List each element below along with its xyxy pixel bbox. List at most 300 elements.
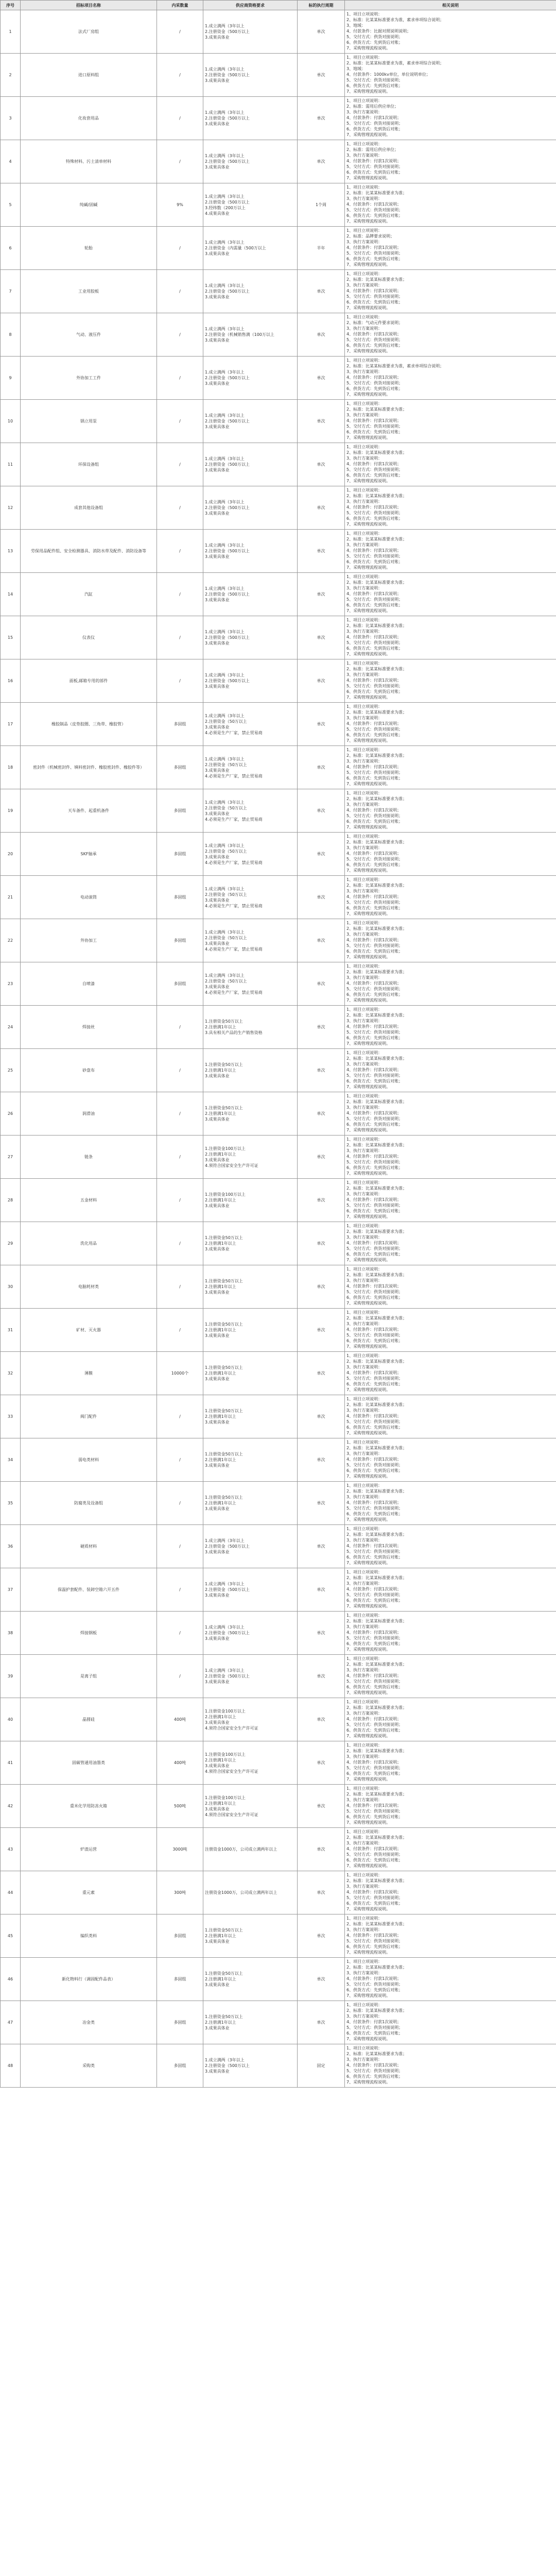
execution-period-cell: 单次 [298,746,345,789]
table-row [1,313,556,357]
execution-period-cell: 单次 [298,1438,345,1482]
project-name-cell: 自喷漆 [21,962,157,1006]
quantity-cell: 9% [157,183,203,227]
row-number-cell: 4 [1,140,21,183]
supplier-requirements-cell: 1.成立满两（3年以上 2.注册资金（50万以上 3.成果具体业 4.必须是生产厂家，禁止贸易商 [203,703,298,746]
notes-cell: 1、项目立项说明： 2、标准：比某某标准要求为准； 3、执行方案说明： 4、付款条件：付款1次说明； 5、交付方式：供货对接说明； 6、供货方式：先到货后对账； 7、采购管理流程说明。 [345,1655,556,1698]
table-row [1,703,556,746]
table-row [1,746,556,789]
quantity-cell: 多固组 [157,2001,203,2044]
row-number-cell: 22 [1,919,21,962]
table-row [1,1482,556,1525]
quantity-cell: 多固组 [157,746,203,789]
project-name-cell: 面板,邮箱专用的部件 [21,659,157,703]
table-row [1,140,556,183]
execution-period-cell: 单次 [298,10,345,54]
notes-cell: 1、项目立项说明： 2、标准：比某某标准要求为准； 3、执行方案说明： 4、付款条件：付款1次说明； 5、交付方式：供货对接说明； 6、供货方式：先到货后对账； 7、采购管理流程说明。 [345,1092,556,1136]
table-row [1,1309,556,1352]
quantity-cell: / [157,1612,203,1655]
project-name-cell: 橡胶制品（皮垫胶圈、三角带、橡胶管） [21,703,157,746]
project-name-cell: 重米化学用防冻火箱 [21,1785,157,1828]
execution-period-cell: 单次 [298,357,345,400]
notes-cell: 1、项目立项说明： 2、标准：比某某标准要求为准； 3、执行方案说明： 4、付款条件：付款1次说明； 5、交付方式：供货对接说明； 6、供货方式：先到货后对账； 7、采购管理流程说明。 [345,1828,556,1871]
execution-period-cell: 单次 [298,270,345,313]
table-row [1,876,556,919]
execution-period-cell: 单次 [298,1309,345,1352]
supplier-requirements-cell: 1.注册资金50万以上 2.注册满1年以上 3.成果具体业 [203,1092,298,1136]
quantity-cell: / [157,1265,203,1309]
notes-cell: 1、项目立项说明： 2、标准：比某某标准要求为准； 3、执行方案说明： 4、付款条件：付款1次说明； 5、交付方式：供货对接说明； 6、供货方式：先到货后对账； 7、采购管理流程说明。 [345,1438,556,1482]
table-row [1,1914,556,1958]
notes-cell: 1、项目立项说明： 2、标准：需用后供应单位； 3、执行方案说明： 4、付款条件：付款1次说明； 5、交付方式：供货对接说明； 6、供货方式：先到货后对账； 7、采购管理流程说明。 [345,97,556,140]
table-row [1,10,556,54]
notes-cell: 1、项目立项说明： 2、标准：品牌要求说明； 3、执行方案说明： 4、付款条件：付款1次说明； 5、交付方式：供货对接说明； 6、供货方式：先到货后对账； 7、采购管理流程说明。 [345,227,556,270]
table-row [1,443,556,486]
supplier-requirements-cell: 注册资金1000万，公司成立满两年以上 [203,1871,298,1914]
quantity-cell: / [157,97,203,140]
notes-cell: 1、项目立项说明： 2、标准：比某某标准要求为准； 3、执行方案说明： 4、付款条件：付款1次说明； 5、交付方式：供货对接说明； 6、供货方式：先到货后对账； 7、采购管理流程说明。 [345,1914,556,1958]
quantity-cell: 多固组 [157,876,203,919]
quantity-cell: / [157,1395,203,1438]
notes-cell: 1、项目立项说明： 2、标准：比某某标准要求为准； 3、执行方案说明： 4、付款条件：付款1次说明； 5、交付方式：供货对接说明； 6、供货方式：先到货后对账； 7、采购管理流程说明。 [345,876,556,919]
row-number-cell: 13 [1,530,21,573]
row-number-cell: 19 [1,789,21,833]
notes-cell: 1、项目立项说明： 2、标准：比某某标准要求为准，素求单项综合说明； 3、地域： 4、付款条件：1000kv单位，单位说明单位； 5、交付方式：供货对接说明； 6、供货方式：先到货后对账； 7、采购管理流程说明。 [345,54,556,97]
notes-cell: 1、项目立项说明： 2、标准：比某某标准要求为准； 3、执行方案说明： 4、付款条件：付款1次说明； 5、交付方式：供货对接说明； 6、供货方式：先到货后对账； 7、采购管理流程说明。 [345,919,556,962]
quantity-cell: / [157,400,203,443]
project-name-cell: 天车备件、起重机备件 [21,789,157,833]
execution-period-cell: 单次 [298,530,345,573]
table-row [1,1828,556,1871]
supplier-requirements-cell: 1.成立满两（3年以上 2.注册资金（500万以上 3.成果具体业 [203,486,298,530]
notes-cell: 1、项目立项说明： 2、标准：比某某标准要求为准； 3、执行方案说明： 4、付款条件：付款1次说明； 5、交付方式：供货对接说明； 6、供货方式：先到货后对账； 7、采购管理流程说明。 [345,1309,556,1352]
project-name-cell: 弱电类材料 [21,1438,157,1482]
supplier-requirements-cell: 1.成立满两（3年以上 2.注册资金（500万以上 3.成果具体业 [203,573,298,616]
execution-period-cell: 单次 [298,1828,345,1871]
project-name-cell: 矿材、灭火器 [21,1309,157,1352]
supplier-requirements-cell: 1.成立满两（3年以上 2.注册资金（500万以上 3.成果具体业 [203,140,298,183]
row-number-cell: 9 [1,357,21,400]
execution-period-cell: 单次 [298,2001,345,2044]
supplier-requirements-cell: 1.成立满两（3年以上 2.注册资金（500万以上 3.成果具体业 [203,400,298,443]
row-number-cell: 34 [1,1438,21,1482]
table-row [1,573,556,616]
execution-period-cell: 单次 [298,1482,345,1525]
quantity-cell: / [157,357,203,400]
notes-cell: 1、项目立项说明： 2、标准：比某某标准要求为准； 3、执行方案说明： 4、付款条件：付款1次说明； 5、交付方式：供货对接说明； 6、供货方式：先到货后对账； 7、采购管理流程说明。 [345,703,556,746]
row-number-cell: 7 [1,270,21,313]
table-row [1,227,556,270]
quantity-cell: / [157,530,203,573]
row-number-cell: 6 [1,227,21,270]
supplier-requirements-cell: 1.注册资金50万以上 2.注册满1年以上 3.成果具体业 [203,2001,298,2044]
project-name-cell: 洗化用品 [21,1222,157,1265]
table-row [1,1092,556,1136]
supplier-requirements-cell: 1.成立满两（3年以上 2.注册资金（50万以上 3.成果具体业 4.必须是生产厂家，禁止贸易商 [203,833,298,876]
execution-period-cell: 单次 [298,1006,345,1049]
table-row [1,1395,556,1438]
quantity-cell: / [157,1482,203,1525]
execution-period-cell: 单次 [298,1612,345,1655]
project-name-cell: 晶圆硅 [21,1698,157,1741]
table-row [1,400,556,443]
quantity-cell: / [157,1049,203,1092]
supplier-requirements-cell: 1.注册资金50万以上 2.注册满1年以上 3.成果具体业 [203,1395,298,1438]
row-number-cell: 21 [1,876,21,919]
project-name-cell: 编织类料 [21,1914,157,1958]
supplier-requirements-cell: 1.成立满两（3年以上 2.注册资金（500万以上 3.成果具体业 [203,10,298,54]
table-row [1,486,556,530]
notes-cell: 1、项目立项说明： 2、标准：比某某标准要求为准； 3、执行方案说明： 4、付款条件：付款1次说明； 5、交付方式：供货对接说明； 6、供货方式：先到货后对账； 7、采购管理流程说明。 [345,2044,556,2088]
supplier-requirements-cell: 1.成立满两（3年以上 2.注册资金（50万以上 3.成果具体业 4.必须是生产厂家，禁止贸易商 [203,789,298,833]
table-row [1,1612,556,1655]
execution-period-cell: 单次 [298,1958,345,2001]
project-name-cell: 轮胎 [21,227,157,270]
notes-cell: 1、项目立项说明： 2、标准：比某某标准要求为准； 3、执行方案说明： 4、付款条件：付款1次说明； 5、交付方式：供货对接说明； 6、供货方式：先到货后对账； 7、采购管理流程说明。 [345,833,556,876]
quantity-cell: / [157,1179,203,1222]
notes-cell: 1、项目立项说明： 2、标准：需用后供应单位； 3、执行方案说明： 4、付款条件：付款1次说明； 5、交付方式：供货对接说明； 6、供货方式：先到货后对账； 7、采购管理流程说明。 [345,140,556,183]
row-number-cell: 3 [1,97,21,140]
row-number-cell: 15 [1,616,21,659]
notes-cell: 1、项目立项说明： 2、标准：比某某标准要求为准，素求单项综合说明； 3、地域： 4、付款条件：比据对照说明说明； 5、交付方式：供货对接说明； 6、供货方式：先到货后对账； 7、采购管理流程说明。 [345,10,556,54]
execution-period-cell: 单次 [298,1136,345,1179]
execution-period-cell: 单次 [298,1785,345,1828]
quantity-cell: / [157,1655,203,1698]
table-row [1,1698,556,1741]
quantity-cell: 400吨 [157,1698,203,1741]
project-name-cell: 薄膜 [21,1352,157,1395]
row-number-cell: 37 [1,1568,21,1612]
execution-period-cell: 1个周 [298,183,345,227]
row-number-cell: 45 [1,1914,21,1958]
supplier-requirements-cell: 1.成立满两（3年以上 2.注册资金（500万以上 3.经纬数（200万以上 4.成果具体业 [203,183,298,227]
notes-cell: 1、项目立项说明： 2、标准：比某某标准要求为准； 3、执行方案说明： 4、付款条件：付款1次说明； 5、交付方式：供货对接说明； 6、供货方式：先到货后对账； 7、采购管理流程说明。 [345,1049,556,1092]
supplier-requirements-cell: 1.注册资金50万以上 2.注册满1年以上 3.成果具体业 [203,1352,298,1395]
row-number-cell: 10 [1,400,21,443]
execution-period-cell: 单次 [298,919,345,962]
table-row [1,1655,556,1698]
supplier-requirements-cell: 1.注册资金100万以上 2.注册满1年以上 3.成果具体业 4.须符合国家安全生产许可证 [203,1136,298,1179]
row-number-cell: 11 [1,443,21,486]
row-number-cell: 20 [1,833,21,876]
supplier-requirements-cell: 1.注册资金50万以上 2.注册满1年以上 3.成果具体业 [203,1049,298,1092]
supplier-requirements-cell: 1.成立满两（3年以上 2.注册资金（50万以上 3.成果具体业 4.必须是生产厂家，禁止贸易商 [203,962,298,1006]
quantity-cell: 多固组 [157,962,203,1006]
notes-cell: 1、项目立项说明： 2、标准：比某某标准要求为准； 3、执行方案说明： 4、付款条件：付款1次说明； 5、交付方式：供货对接说明； 6、供货方式：先到货后对账； 7、采购管理流程说明。 [345,1006,556,1049]
table-row [1,962,556,1006]
notes-cell: 1、项目立项说明： 2、标准：比某某标准要求为准； 3、执行方案说明： 4、付款条件：付款1次说明； 5、交付方式：供货对接说明； 6、供货方式：先到货后对账； 7、采购管理流程说明。 [345,962,556,1006]
notes-cell: 1、项目立项说明： 2、标准：比某某标准要求为准； 3、执行方案说明： 4、付款条件：付款1次说明； 5、交付方式：供货对接说明； 6、供货方式：先到货后对账； 7、采购管理流程说明。 [345,1222,556,1265]
row-number-cell: 40 [1,1698,21,1741]
quantity-cell: / [157,1136,203,1179]
project-name-cell: 气动、液压件 [21,313,157,357]
col-header-project-name: 招标项目名称 [21,1,157,10]
execution-period-cell: 单次 [298,833,345,876]
table-row [1,1438,556,1482]
table-row [1,659,556,703]
execution-period-cell: 单次 [298,400,345,443]
row-number-cell: 14 [1,573,21,616]
notes-cell: 1、项目立项说明： 2、标准：比某某标准要求为准； 3、执行方案说明： 4、付款条件：付款1次说明； 5、交付方式：供货对接说明； 6、供货方式：先到货后对账； 7、采购管理流程说明。 [345,530,556,573]
quantity-cell: 多固组 [157,1914,203,1958]
col-header-supplier-requirements: 供应商资格要求 [203,1,298,10]
table-row [1,2044,556,2088]
project-name-cell: 润滑油 [21,1092,157,1136]
supplier-requirements-cell: 1.成立满两（3年以上 2.注册资金（500万以上 3.成果具体业 [203,659,298,703]
quantity-cell: / [157,616,203,659]
row-number-cell: 30 [1,1265,21,1309]
quantity-cell: 10000个 [157,1352,203,1395]
project-name-cell: 链条 [21,1136,157,1179]
project-name-cell: 环保设备组 [21,443,157,486]
row-number-cell: 16 [1,659,21,703]
notes-cell: 1、项目立项说明： 2、标准：比某某标准要求为准，素求单项综合说明； 3、执行方案说明： 4、付款条件：付款1次说明； 5、交付方式：供货对接说明； 6、供货方式：先到货后对账； 7、采购管理流程说明。 [345,357,556,400]
row-number-cell: 28 [1,1179,21,1222]
quantity-cell: 多固组 [157,919,203,962]
table-row [1,1871,556,1914]
quantity-cell: / [157,1222,203,1265]
quantity-cell: / [157,313,203,357]
project-name-cell: 保温护套配件、装卸空箱六开五件 [21,1568,157,1612]
execution-period-cell: 单次 [298,443,345,486]
project-name-cell: 法式厂房组 [21,10,157,54]
project-name-cell: 阀门配件 [21,1395,157,1438]
quantity-cell: / [157,1568,203,1612]
row-number-cell: 46 [1,1958,21,2001]
table-row [1,54,556,97]
execution-period-cell: 单次 [298,1265,345,1309]
execution-period-cell: 单次 [298,1568,345,1612]
quantity-cell: / [157,486,203,530]
supplier-requirements-cell: 1.成立满两（3年以上 2.注册资金（50万以上 3.成果具体业 4.必须是生产厂家，禁止贸易商 [203,876,298,919]
row-number-cell: 33 [1,1395,21,1438]
quantity-cell: 多固组 [157,789,203,833]
row-number-cell: 5 [1,183,21,227]
quantity-cell: 500吨 [157,1785,203,1828]
notes-cell: 1、项目立项说明： 2、标准：比某某标准要求为准； 3、执行方案说明： 4、付款条件：付款1次说明； 5、交付方式：供货对接说明； 6、供货方式：先到货后对账； 7、采购管理流程说明。 [345,1698,556,1741]
execution-period-cell: 单次 [298,1698,345,1741]
table-row [1,530,556,573]
notes-cell: 1、项目立项说明： 2、标准：比某某标准要求为准； 3、执行方案说明： 4、付款条件：付款1次说明； 5、交付方式：供货对接说明； 6、供货方式：先到货后对账； 7、采购管理流程说明。 [345,659,556,703]
row-number-cell: 35 [1,1482,21,1525]
table-row [1,1049,556,1092]
notes-cell: 1、项目立项说明： 2、标准：比某某标准要求为准； 3、执行方案说明： 4、付款条件：付款1次说明； 5、交付方式：供货对接说明； 6、供货方式：先到货后对账； 7、采购管理流程说明。 [345,1136,556,1179]
supplier-requirements-cell: 1.成立满两（3年以上 2.注册资金（50万以上 3.成果具体业 4.必须是生产厂家，禁止贸易商 [203,746,298,789]
quantity-cell: 400吨 [157,1741,203,1785]
row-number-cell: 38 [1,1612,21,1655]
row-number-cell: 39 [1,1655,21,1698]
notes-cell: 1、项目立项说明： 2、标准：比某某标准要求为准； 3、执行方案说明： 4、付款条件：付款1次说明； 5、交付方式：供货对接说明； 6、供货方式：先到货后对账； 7、采购管理流程说明。 [345,1395,556,1438]
col-header-no: 序号 [1,1,21,10]
project-name-cell: 锅立用泵 [21,400,157,443]
project-name-cell: 采购类 [21,2044,157,2088]
execution-period-cell: 单次 [298,140,345,183]
row-number-cell: 48 [1,2044,21,2088]
table-body [1,10,556,2088]
quantity-cell: 300吨 [157,1871,203,1914]
table-row [1,2001,556,2044]
supplier-requirements-cell: 1.注册资金100万以上 2.注册满1年以上 3.成果具体业 4.须符合国家安全生产许可证 [203,1698,298,1741]
project-name-cell: 纯碱/固碱 [21,183,157,227]
execution-period-cell: 单次 [298,659,345,703]
notes-cell: 1、项目立项说明： 2、标准：比某某标准要求为准； 3、执行方案说明： 4、付款条件：付款1次说明； 5、交付方式：供货对接说明； 6、供货方式：先到货后对账； 7、采购管理流程说明。 [345,400,556,443]
quantity-cell: / [157,1525,203,1568]
supplier-requirements-cell: 1.成立满两（3年以上 2.注册资金（500万以上 3.成果具体业 [203,1525,298,1568]
quantity-cell: / [157,54,203,97]
table-row [1,183,556,227]
supplier-requirements-cell: 1.成立满两（3年以上 2.注册资金（500万以上 3.成果具体业 [203,1655,298,1698]
row-number-cell: 26 [1,1092,21,1136]
project-name-cell: 炉渣运营 [21,1828,157,1871]
execution-period-cell: 单次 [298,616,345,659]
notes-cell: 1、项目立项说明： 2、标准：比某某标准要求为准； 3、执行方案说明： 4、付款条件：付款1次说明； 5、交付方式：供货对接说明； 6、供货方式：先到货后对账； 7、采购管理流程说明。 [345,1265,556,1309]
project-name-cell: 重元素 [21,1871,157,1914]
supplier-requirements-cell: 1.成立满两（3年以上 2.注册资金（500万以上 3.成果具体业 [203,357,298,400]
row-number-cell: 43 [1,1828,21,1871]
col-header-notes: 相关说明 [345,1,556,10]
supplier-requirements-cell: 1.注册资金50万以上 2.注册满1年以上 3.成果具体业 [203,1438,298,1482]
table-row [1,1568,556,1612]
project-name-cell: 外协加工工件 [21,357,157,400]
project-name-cell: 新化物料行（调固配件品表） [21,1958,157,2001]
execution-period-cell: 单次 [298,789,345,833]
notes-cell: 1、项目立项说明： 2、标准：比某某标准要求为准； 3、执行方案说明： 4、付款条件：付款1次说明； 5、交付方式：供货对接说明； 6、供货方式：先到货后对账； 7、采购管理流程说明。 [345,1482,556,1525]
project-name-cell: 成套其他设备组 [21,486,157,530]
table-row [1,1741,556,1785]
supplier-requirements-cell: 1.注册资金50万以上 2.注册满1年以上 3.具有相关产品的生产销售资格 [203,1006,298,1049]
project-name-cell: 外协加工 [21,919,157,962]
quantity-cell: / [157,1092,203,1136]
supplier-requirements-cell: 1.成立满两（3年以上 2.注册资金（50万以上 3.成果具体业 4.必须是生产厂家，禁止贸易商 [203,919,298,962]
supplier-requirements-cell: 1.注册资金100万以上 2.注册满1年以上 3.成果具体业 4.须符合国家安全生产许可证 [203,1785,298,1828]
quantity-cell: / [157,573,203,616]
project-name-cell: SKF轴承 [21,833,157,876]
table-row [1,1006,556,1049]
table-row [1,1525,556,1568]
supplier-requirements-cell: 1.成立满两（3年以上 2.注册资金（500万以上 3.成果具体业 [203,1612,298,1655]
notes-cell: 1、项目立项说明： 2、标准：比某某标准要求为准； 3、执行方案说明： 4、付款条件：付款1次说明； 5、交付方式：供货对接说明； 6、供货方式：先到货后对账； 7、采购管理流程说明。 [345,1741,556,1785]
table-row [1,1352,556,1395]
execution-period-cell: 单次 [298,1655,345,1698]
project-name-cell: 焊接钢板 [21,1612,157,1655]
supplier-requirements-cell: 1.成立满两（3年以上 2.注册资金（500万以上 3.成果具体业 [203,530,298,573]
quantity-cell: / [157,1006,203,1049]
project-name-cell: 电脑耗材类 [21,1265,157,1309]
project-name-cell: 工业用胶板 [21,270,157,313]
project-name-cell: 仪表仪 [21,616,157,659]
quantity-cell: 多固组 [157,703,203,746]
notes-cell: 1、项目立项说明： 2、标准：比某某标准要求为准； 3、执行方案说明： 4、付款条件：付款1次说明； 5、交付方式：供货对接说明； 6、供货方式：先到货后对账； 7、采购管理流程说明。 [345,183,556,227]
notes-cell: 1、项目立项说明： 2、标准：比某某标准要求为准； 3、执行方案说明： 4、付款条件：付款1次说明； 5、交付方式：供货对接说明； 6、供货方式：先到货后对账； 7、采购管理流程说明。 [345,1958,556,2001]
supplier-requirements-cell: 1.注册资金50万以上 2.注册满1年以上 3.成果具体业 [203,1265,298,1309]
supplier-requirements-cell: 1.成立满两（3年以上 2.注册资金（500万以上 3.成果具体业 [203,1568,298,1612]
table-row [1,789,556,833]
table-row [1,1958,556,2001]
execution-period-cell: 单次 [298,486,345,530]
supplier-requirements-cell: 1.成立满两（3年以上 2.注册资金（500万以上 3.成果具体业 [203,616,298,659]
notes-cell: 1、项目立项说明： 2、标准：比某某标准要求为准； 3、执行方案说明： 4、付款条件：付款1次说明； 5、交付方式：供货对接说明； 6、供货方式：先到货后对账； 7、采购管理流程说明。 [345,1568,556,1612]
notes-cell: 1、项目立项说明： 2、标准：比某某标准要求为准； 3、执行方案说明： 4、付款条件：付款1次说明； 5、交付方式：供货对接说明； 6、供货方式：先到货后对账； 7、采购管理流程说明。 [345,746,556,789]
execution-period-cell: 半年 [298,227,345,270]
execution-period-cell: 单次 [298,1352,345,1395]
table-row [1,833,556,876]
quantity-cell: / [157,1309,203,1352]
quantity-cell: / [157,270,203,313]
supplier-requirements-cell: 1.注册资金50万以上 2.注册满1年以上 3.成果具体业 [203,1222,298,1265]
project-name-cell: 防腐类及设备组 [21,1482,157,1525]
execution-period-cell: 固定 [298,2044,345,2088]
execution-period-cell: 单次 [298,962,345,1006]
notes-cell: 1、项目立项说明： 2、标准：比某某标准要求为准； 3、执行方案说明： 4、付款条件：付款1次说明； 5、交付方式：供货对接说明； 6、供货方式：先到货后对账； 7、采购管理流程说明。 [345,616,556,659]
notes-cell: 1、项目立项说明： 2、标准：比某某标准要求为准； 3、执行方案说明： 4、付款条件：付款1次说明； 5、交付方式：供货对接说明； 6、供货方式：先到货后对账； 7、采购管理流程说明。 [345,1612,556,1655]
notes-cell: 1、项目立项说明： 2、标准：比某某标准要求为准； 3、执行方案说明： 4、付款条件：付款1次说明； 5、交付方式：供货对接说明； 6、供货方式：先到货后对账； 7、采购管理流程说明。 [345,1785,556,1828]
execution-period-cell: 单次 [298,54,345,97]
notes-cell: 1、项目立项说明： 2、标准：气动元件要求说明； 3、执行方案说明： 4、付款条件：付款1次说明； 5、交付方式：供货对接说明； 6、供货方式：先到货后对账； 7、采购管理流程说明。 [345,313,556,357]
project-name-cell: 密封件（机械密封件、填料密封件、橡胶密封件、橡胶件等） [21,746,157,789]
supplier-requirements-cell: 1.注册资金50万以上 2.注册满1年以上 3.成果具体业 [203,1914,298,1958]
notes-cell: 1、项目立项说明： 2、标准：比某某标准要求为准； 3、执行方案说明： 4、付款条件：付款1次说明； 5、交付方式：供货对接说明； 6、供货方式：先到货后对账； 7、采购管理流程说明。 [345,1179,556,1222]
quantity-cell: 3000吨 [157,1828,203,1871]
table-row [1,1179,556,1222]
execution-period-cell: 单次 [298,1179,345,1222]
project-name-cell: 固碳管通用油墨类 [21,1741,157,1785]
project-name-cell: 进口原料组 [21,54,157,97]
notes-cell: 1、项目立项说明： 2、标准：比某某标准要求为准； 3、执行方案说明： 4、付款条件：付款1次说明； 5、交付方式：供货对接说明； 6、供货方式：先到货后对账； 7、采购管理流程说明。 [345,1871,556,1914]
project-name-cell: 是离子组 [21,1655,157,1698]
execution-period-cell: 单次 [298,1092,345,1136]
supplier-requirements-cell: 注册资金1000万，公司成立满两年以上 [203,1828,298,1871]
notes-cell: 1、项目立项说明： 2、标准：比某某标准要求为准； 3、执行方案说明： 4、付款条件：付款1次说明； 5、交付方式：供货对接说明； 6、供货方式：先到货后对账； 7、采购管理流程说明。 [345,1352,556,1395]
col-header-period: 标的执行周期 [298,1,345,10]
table-row [1,1265,556,1309]
row-number-cell: 8 [1,313,21,357]
quantity-cell: / [157,443,203,486]
execution-period-cell: 单次 [298,1222,345,1265]
table-row [1,919,556,962]
execution-period-cell: 单次 [298,573,345,616]
quantity-cell: 多固组 [157,2044,203,2088]
row-number-cell: 36 [1,1525,21,1568]
supplier-requirements-cell: 1.成立满两（3年以上 2.注册资金（500万以上 3.成果具体业 [203,97,298,140]
table-header-row [1,1,556,10]
supplier-requirements-cell: 1.成立满两（3年以上 2.注册资金（500万以上 3.成果具体业 [203,270,298,313]
execution-period-cell: 单次 [298,703,345,746]
row-number-cell: 17 [1,703,21,746]
row-number-cell: 47 [1,2001,21,2044]
project-name-cell: 硬质材料 [21,1525,157,1568]
notes-cell: 1、项目立项说明： 2、标准：比某某标准要求为准； 3、执行方案说明： 4、付款条件：付款1次说明； 5、交付方式：供货对接说明； 6、供货方式：先到货后对账； 7、采购管理流程说明。 [345,573,556,616]
row-number-cell: 24 [1,1006,21,1049]
quantity-cell: / [157,227,203,270]
execution-period-cell: 单次 [298,1741,345,1785]
project-name-cell: 砂盘布 [21,1049,157,1092]
quantity-cell: 多固组 [157,1958,203,2001]
quantity-cell: 多固组 [157,833,203,876]
quantity-cell: / [157,10,203,54]
execution-period-cell: 单次 [298,1871,345,1914]
row-number-cell: 25 [1,1049,21,1092]
table-row [1,616,556,659]
quantity-cell: / [157,659,203,703]
notes-cell: 1、项目立项说明： 2、标准：比某某标准要求为准； 3、执行方案说明： 4、付款条件：付款1次说明； 5、交付方式：供货对接说明； 6、供货方式：先到货后对账； 7、采购管理流程说明。 [345,270,556,313]
row-number-cell: 31 [1,1309,21,1352]
supplier-requirements-cell: 1.注册资金50万以上 2.注册满1年以上 3.成果具体业 [203,1309,298,1352]
supplier-requirements-cell: 1.成立满两（3年以上 2.注册资金（内需量（500万以上 3.成果具体业 [203,227,298,270]
row-number-cell: 42 [1,1785,21,1828]
row-number-cell: 12 [1,486,21,530]
execution-period-cell: 单次 [298,1049,345,1092]
execution-period-cell: 单次 [298,313,345,357]
